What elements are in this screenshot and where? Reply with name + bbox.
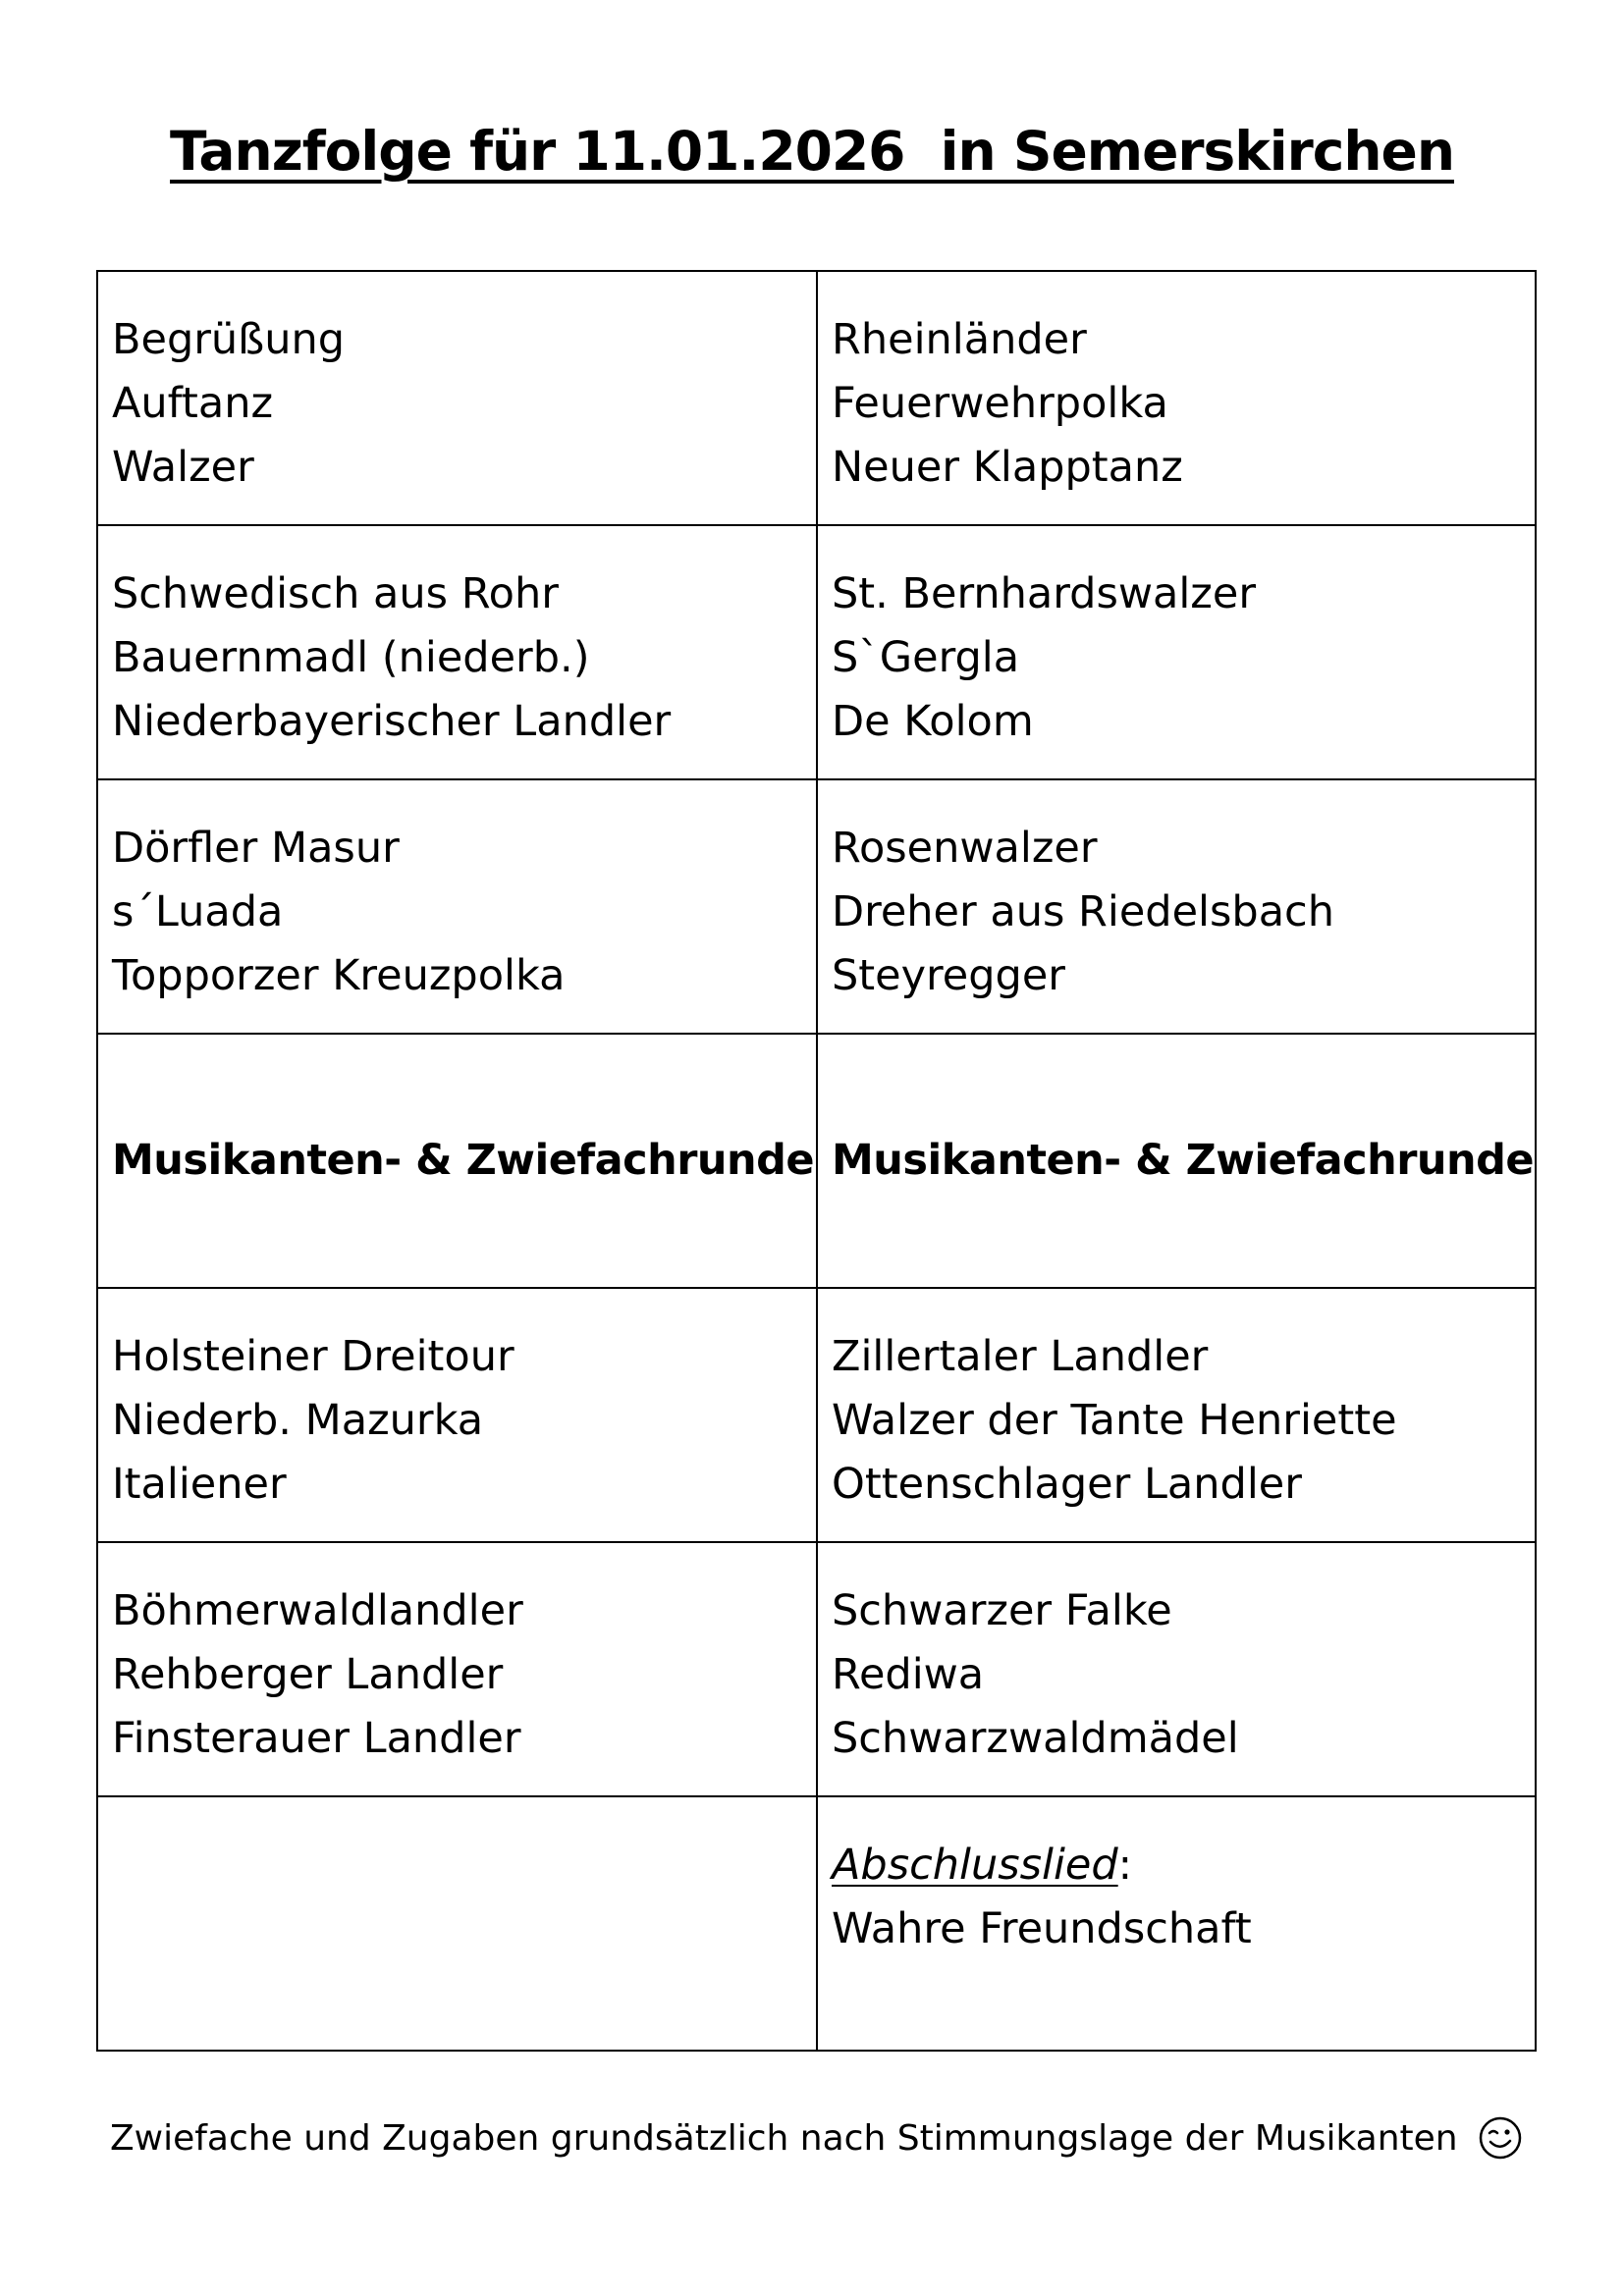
dance-item: Rehberger Landler [112, 1650, 504, 1699]
table-row [97, 779, 1536, 1034]
program-cell [817, 525, 1536, 779]
dance-item: Niederbayerischer Landler [112, 697, 672, 746]
program-cell [97, 525, 817, 779]
program-cell [817, 779, 1536, 1034]
dance-item: Niederb. Mazurka [112, 1396, 484, 1445]
dance-item: St. Bernhardswalzer [832, 569, 1257, 618]
dance-item: Ottenschlager Landler [832, 1460, 1302, 1509]
dance-item: Dörfler Masur [112, 824, 400, 873]
program-cell [97, 779, 817, 1034]
table-row [97, 271, 1536, 525]
program-cell [97, 1034, 817, 1288]
dance-program-table [96, 270, 1537, 2052]
program-cell [817, 271, 1536, 525]
table-row [97, 1288, 1536, 1542]
dance-item: Walzer [112, 443, 254, 492]
dance-item: Bauernmadl (niederb.) [112, 633, 590, 682]
footer-note [110, 2115, 1523, 2161]
closing-song-heading [832, 1834, 1521, 1897]
dance-item: S`Gergla [832, 633, 1020, 682]
dance-item: Walzer der Tante Henriette [832, 1396, 1397, 1445]
program-cell [97, 1542, 817, 1796]
dance-item: Finsterauer Landler [112, 1714, 521, 1763]
dance-item: Schwarzer Falke [832, 1586, 1172, 1635]
dance-item: Rosenwalzer [832, 824, 1098, 873]
musician-round-label: Musikanten- & Zwiefachrunde [112, 1136, 815, 1185]
dance-item: Auftanz [112, 379, 274, 428]
footer-text: Zwiefache und Zugaben grundsätzlich nach Stimmungslage der Musikanten [110, 2117, 1458, 2159]
dance-item: Rheinländer [832, 315, 1087, 364]
program-cell [817, 1034, 1536, 1288]
musician-round-label: Musikanten- & Zwiefachrunde [832, 1136, 1535, 1185]
dance-item: Böhmerwaldlandler [112, 1586, 523, 1635]
dance-item: Holsteiner Dreitour [112, 1332, 514, 1381]
dance-item: Rediwa [832, 1650, 985, 1699]
dance-item: Neuer Klapptanz [832, 443, 1183, 492]
dance-item: Begrüßung [112, 315, 346, 364]
program-cell [97, 1288, 817, 1542]
dance-item: De Kolom [832, 697, 1034, 746]
dance-item: Zillertaler Landler [832, 1332, 1209, 1381]
program-cell [817, 1542, 1536, 1796]
table-row [97, 1034, 1536, 1288]
dance-item: Steyregger [832, 951, 1065, 1000]
dance-item: s´Luada [112, 887, 284, 936]
dance-item: Wahre Freundschaft [832, 1904, 1252, 1953]
closing-song-label: Abschlusslied [832, 1841, 1118, 1890]
dance-item: Schwarzwaldmädel [832, 1714, 1239, 1763]
program-cell [817, 1288, 1536, 1542]
dance-item: Topporzer Kreuzpolka [112, 951, 566, 1000]
winking-smiley-icon [1478, 2115, 1523, 2161]
table-row [97, 525, 1536, 779]
table-row [97, 1796, 1536, 2051]
empty-cell [97, 1796, 817, 2051]
dance-item: Feuerwehrpolka [832, 379, 1168, 428]
dance-item: Schwedisch aus Rohr [112, 569, 559, 618]
closing-song-colon: : [1117, 1841, 1133, 1890]
page-title: Tanzfolge für 11.01.2026 in Semerskirchen [170, 120, 1454, 183]
program-cell [97, 271, 817, 525]
dance-item: Italiener [112, 1460, 287, 1509]
program-cell [817, 1796, 1536, 2051]
dance-item: Dreher aus Riedelsbach [832, 887, 1334, 936]
table-row [97, 1542, 1536, 1796]
